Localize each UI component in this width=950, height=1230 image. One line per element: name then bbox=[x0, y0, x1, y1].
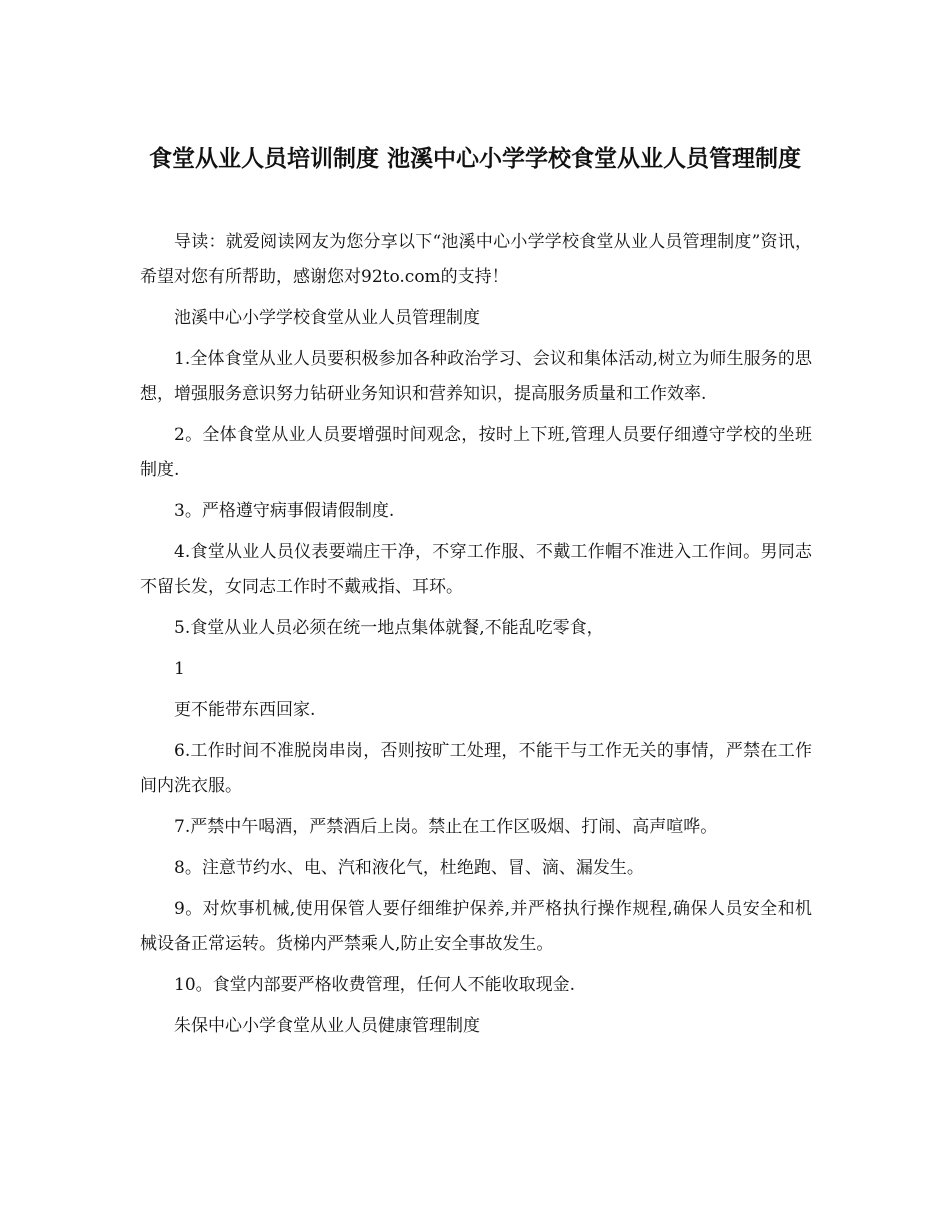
paragraph-rule-6: 6.工作时间不准脱岗串岗，否则按旷工处理，不能干与工作无关的事情，严禁在工作间内洗衣服。 bbox=[140, 741, 812, 796]
document-title: 食堂从业人员培训制度 池溪中心小学学校食堂从业人员管理制度 bbox=[148, 146, 801, 172]
paragraph-rule-2: 2。全体食堂从业人员要增强时间观念，按时上下班,管理人员要仔细遵守学校的坐班制度. bbox=[140, 425, 812, 480]
paragraph-rule-1: 1.全体食堂从业人员要积极参加各种政治学习、会议和集体活动,树立为师生服务的思想，增强服务意识努力钻研业务知识和营养知识，提高服务质量和工作效率. bbox=[140, 349, 812, 404]
paragraph-intro: 导读：就爱阅读网友为您分享以下“池溪中心小学学校食堂从业人员管理制度”资讯，希望对您有所帮助，感谢您对92to.com的支持！ bbox=[140, 232, 812, 287]
paragraph-rule-7: 7.严禁中午喝酒，严禁酒后上岗。禁止在工作区吸烟、打闹、高声喧哗。 bbox=[174, 817, 718, 837]
document-body bbox=[140, 225, 812, 1050]
paragraph-rule-3: 3。严格遵守病事假请假制度. bbox=[174, 501, 395, 521]
paragraph-health-heading: 朱保中心小学食堂从业人员健康管理制度 bbox=[174, 1016, 480, 1036]
paragraph-rule-9: 9。对炊事机械,使用保管人要仔细维护保养,并严格执行操作规程,确保人员安全和机械设备正常运转。货梯内严禁乘人,防止安全事故发生。 bbox=[140, 899, 812, 954]
paragraph-rule-5-cont: 更不能带东西回家. bbox=[174, 700, 316, 720]
paragraph-rule-10: 10。食堂内部要严格收费管理，任何人不能收取现金. bbox=[174, 975, 576, 995]
page-number: 1 bbox=[174, 659, 185, 679]
paragraph-rule-4: 4.食堂从业人员仪表要端庄干净，不穿工作服、不戴工作帽不准进入工作间。男同志不留长发，女同志工作时不戴戒指、耳环。 bbox=[140, 542, 812, 597]
paragraph-subtitle: 池溪中心小学学校食堂从业人员管理制度 bbox=[174, 308, 480, 328]
paragraph-rule-8: 8。注意节约水、电、汽和液化气，杜绝跑、冒、滴、漏发生。 bbox=[174, 858, 644, 878]
paragraph-rule-5: 5.食堂从业人员必须在统一地点集体就餐,不能乱吃零食， bbox=[174, 618, 604, 638]
